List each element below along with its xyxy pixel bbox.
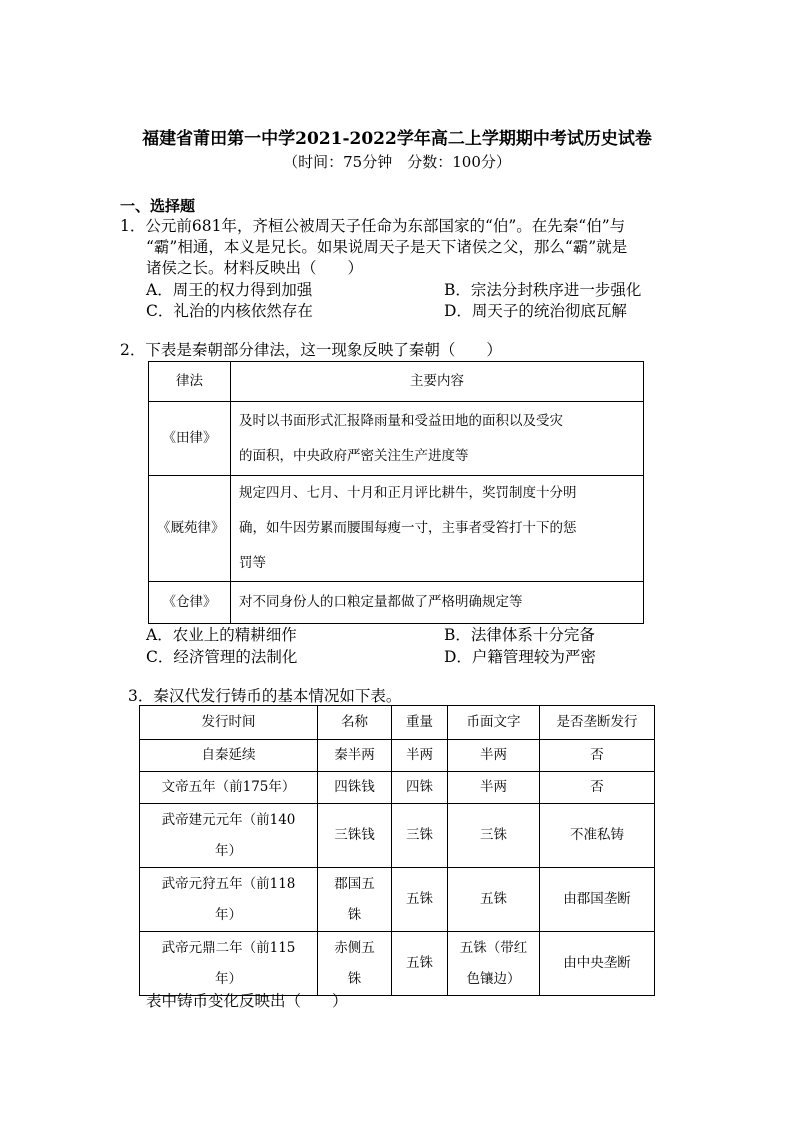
cell-line: 武帝元狩五年（前118 <box>161 875 296 892</box>
question-2-stem: 2．下表是秦朝部分律法，这一现象反映了秦朝（ ） <box>120 341 502 359</box>
issue-time-cell <box>140 804 318 868</box>
law-content-line: 对不同身份人的口粮定量都做了严格明确规定等 <box>239 594 523 610</box>
law-name-cell: 《田律》 <box>149 402 231 476</box>
cell-line: 半两 <box>480 747 507 763</box>
monopoly-cell: 否 <box>540 740 655 772</box>
question-3-followup: 表中铸币变化反映出（ ） <box>146 992 348 1010</box>
table-header-row <box>140 706 655 740</box>
table-row <box>140 932 655 996</box>
issue-time-cell <box>140 740 318 772</box>
cell-line: 秦半两 <box>334 747 375 763</box>
cell-line: 半两 <box>480 779 507 795</box>
table-row <box>149 582 644 624</box>
question-1-option-a: A．周王的权力得到加强 <box>146 281 313 299</box>
table-row <box>140 868 655 932</box>
table-row <box>140 772 655 804</box>
weight-cell: 三铢 <box>392 804 448 868</box>
table-header-row <box>149 362 644 402</box>
table-header-cell: 主要内容 <box>231 362 644 402</box>
cell-line: 文帝五年（前175年） <box>161 779 296 795</box>
law-table <box>148 361 644 624</box>
face-text-cell <box>448 772 540 804</box>
question-1-option-c: C．礼治的内核依然存在 <box>146 302 313 320</box>
cell-line: 色镶边） <box>466 970 521 987</box>
table-row <box>140 804 655 868</box>
table-header-cell: 重量 <box>392 706 448 740</box>
law-content-cell <box>231 476 644 582</box>
cell-line: 年） <box>215 906 242 923</box>
law-content-cell <box>231 582 644 624</box>
issue-time-cell <box>140 932 318 996</box>
weight-cell: 五铢 <box>392 932 448 996</box>
table-header-cell: 名称 <box>318 706 392 740</box>
cell-line: 五铢 <box>480 891 507 907</box>
cell-line: 四铢钱 <box>334 779 375 795</box>
cell-line: 年） <box>215 970 242 987</box>
question-2-option-b: B．法律体系十分完备 <box>444 626 595 644</box>
table-header-cell: 律法 <box>149 362 231 402</box>
law-content-line: 及时以书面形式汇报降雨量和受益田地的面积以及受灾 <box>239 412 563 429</box>
weight-cell: 四铢 <box>392 772 448 804</box>
law-content-line: 的面积，中央政府严密关注生产进度等 <box>239 447 469 464</box>
weight-cell: 五铢 <box>392 868 448 932</box>
cell-line: 郡国五 <box>334 875 375 892</box>
table-row <box>149 476 644 582</box>
law-name-cell: 《厩苑律》 <box>149 476 231 582</box>
question-2-option-a: A．农业上的精耕细作 <box>146 626 297 644</box>
monopoly-cell: 由郡国垄断 <box>540 868 655 932</box>
law-content-line: 规定四月、七月、十月和正月评比耕牛，奖罚制度十分明 <box>239 485 577 501</box>
table-header-cell: 是否垄断发行 <box>540 706 655 740</box>
question-1-option-d: D．周天子的统治彻底瓦解 <box>444 302 627 320</box>
face-text-cell <box>448 932 540 996</box>
monopoly-cell: 由中央垄断 <box>540 932 655 996</box>
table-header-cell: 币面文字 <box>448 706 540 740</box>
cell-line: 三铢 <box>480 827 507 843</box>
table-row <box>149 402 644 476</box>
coin-name-cell <box>318 868 392 932</box>
exam-title: 福建省莆田第一中学2021-2022学年高二上学期期中考试历史试卷 <box>142 129 652 149</box>
question-1-option-b: B．宗法分封秩序进一步强化 <box>444 281 642 299</box>
exam-subtitle: （时间：75分钟 分数：100分） <box>283 153 511 171</box>
cell-line: 赤侧五 <box>334 939 375 956</box>
cell-line: 自秦延续 <box>201 747 256 763</box>
cell-line: 铢 <box>347 970 362 987</box>
table-header-cell: 发行时间 <box>140 706 318 740</box>
monopoly-cell: 不准私铸 <box>540 804 655 868</box>
cell-line: 三铢钱 <box>334 827 375 843</box>
law-content-line: 罚等 <box>239 555 266 571</box>
cell-line: 铢 <box>347 906 362 923</box>
law-content-line: 确，如牛因劳累而腰围每瘦一寸，主事者受笞打十下的惩 <box>239 520 577 536</box>
section-heading: 一、选择题 <box>120 197 196 215</box>
cell-line: 年） <box>215 842 242 859</box>
face-text-cell <box>448 868 540 932</box>
cell-line: 武帝建元元年（前140 <box>161 811 296 828</box>
weight-cell: 半两 <box>392 740 448 772</box>
question-1-line-2: “霸”相通，本义是兄长。如果说周天子是天下诸侯之父，那么“霸”就是 <box>146 238 628 256</box>
coin-name-cell <box>318 740 392 772</box>
coin-name-cell <box>318 804 392 868</box>
question-2-option-d: D．户籍管理较为严密 <box>444 648 596 666</box>
question-2-option-c: C．经济管理的法制化 <box>146 648 298 666</box>
table-row <box>140 740 655 772</box>
law-content-cell <box>231 402 644 476</box>
monopoly-cell: 否 <box>540 772 655 804</box>
face-text-cell <box>448 804 540 868</box>
cell-line: 五铢（带红 <box>459 939 528 956</box>
coin-name-cell <box>318 932 392 996</box>
issue-time-cell <box>140 772 318 804</box>
cell-line: 武帝元鼎二年（前115 <box>161 939 296 956</box>
question-1-line-3: 诸侯之长。材料反映出（ ） <box>146 259 364 277</box>
coin-name-cell <box>318 772 392 804</box>
coin-table <box>139 705 655 996</box>
law-name-cell: 《仓律》 <box>149 582 231 624</box>
face-text-cell <box>448 740 540 772</box>
issue-time-cell <box>140 868 318 932</box>
question-3-stem: 3．秦汉代发行铸币的基本情况如下表。 <box>128 687 402 705</box>
question-1-line-1: 1．公元前681年，齐桓公被周天子任命为东部国家的“伯”。在先秦“伯”与 <box>120 217 626 235</box>
